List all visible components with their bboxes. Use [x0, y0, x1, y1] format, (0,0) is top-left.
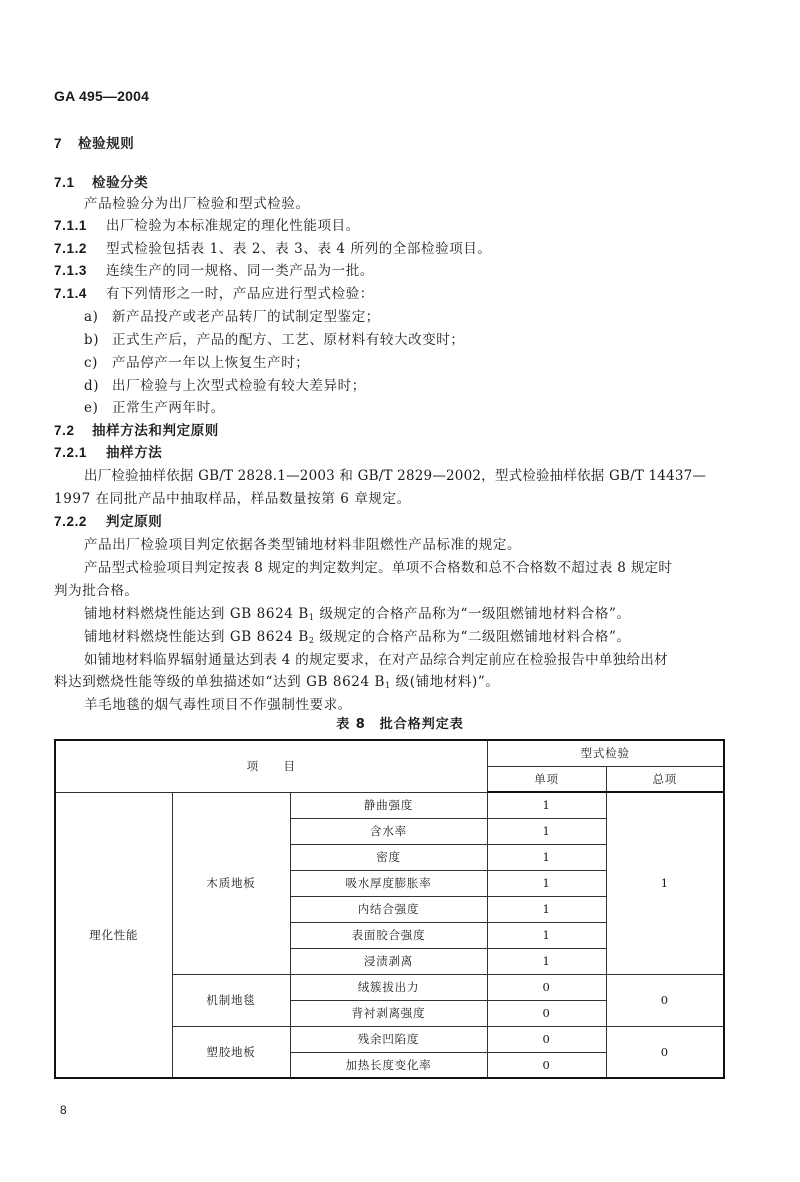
text: 级规定的合格产品称为“二级阻燃铺地材料合格”。	[314, 629, 631, 645]
header-item: 项 目	[55, 740, 487, 792]
section-number: 7	[54, 136, 63, 151]
clause-number: 7.1.1	[54, 218, 88, 233]
total-cell: 0	[606, 974, 724, 1026]
clause-text: 有下列情形之一时，产品应进行型式检验：	[106, 286, 374, 302]
list-text: 正常生产两年时。	[112, 400, 225, 416]
header-type-test: 型式检验	[487, 740, 724, 766]
clause-text: 出厂检验为本标准规定的理化性能项目。	[106, 218, 360, 234]
list-text: 正式生产后，产品的配方、工艺、原材料有较大改变时；	[112, 332, 465, 348]
single-cell: 0	[487, 1052, 606, 1078]
item-cell: 表面胶合强度	[290, 922, 487, 948]
list-item-c	[84, 352, 309, 374]
list-item-a	[84, 306, 380, 328]
single-cell: 1	[487, 844, 606, 870]
text: 料达到燃烧性能等级的单独描述如“达到 GB 8624 B	[54, 674, 386, 690]
clause-number: 7.1.2	[54, 241, 88, 256]
table-row	[55, 792, 724, 818]
clause-7-2-1-heading	[54, 442, 162, 464]
total-cell: 0	[606, 1026, 724, 1078]
group-name: 木质地板	[172, 792, 290, 974]
text: 级(铺地材料)”。	[390, 674, 500, 690]
group-name: 机制地毯	[172, 974, 290, 1026]
clause-title: 判定原则	[106, 514, 163, 530]
clause-title: 抽样方法	[106, 445, 163, 461]
list-label: d)	[84, 378, 100, 394]
item-cell: 静曲强度	[290, 792, 487, 818]
clause-number: 7.1.3	[54, 263, 88, 278]
list-item-b	[84, 329, 465, 351]
table-caption: 表 8 批合格判定表	[336, 717, 464, 732]
total-cell: 1	[606, 792, 724, 974]
item-cell: 含水率	[290, 818, 487, 844]
item-cell: 浸渍剥离	[290, 948, 487, 974]
sampling-text-line-2: 1997 在同批产品中抽取样品，样品数量按第 6 章规定。	[54, 491, 411, 507]
clause-7-1-1	[54, 215, 360, 237]
clause-number: 7.2.2	[54, 514, 88, 529]
list-text: 产品停产一年以上恢复生产时；	[112, 355, 310, 371]
item-cell: 绒簇拔出力	[290, 974, 487, 1000]
category-cell: 理化性能	[55, 792, 172, 1078]
item-cell: 内结合强度	[290, 896, 487, 922]
section-number: 7.2	[54, 423, 75, 438]
section-7-1-heading	[54, 172, 148, 194]
list-label: c)	[84, 355, 99, 371]
group-name: 塑胶地板	[172, 1026, 290, 1078]
section-title: 检验规则	[78, 136, 135, 152]
clause-7-1-3	[54, 260, 374, 282]
sampling-text-line-1: 出厂检验抽样依据 GB/T 2828.1—2003 和 GB/T 2829—2002，型式检验抽样依据 GB/T 14437—	[84, 468, 707, 484]
judgement-para-6: 羊毛地毯的烟气毒性项目不作强制性要求。	[84, 697, 352, 713]
judgement-para-2-line-1: 产品型式检验项目判定按表 8 规定的判定数判定。单项不合格数和总不合格数不超过表 8 规定时	[84, 560, 673, 576]
subscript: 2	[308, 636, 315, 645]
single-cell: 1	[487, 896, 606, 922]
judgement-para-1: 产品出厂检验项目判定依据各类型铺地材料非阻燃性产品标准的规定。	[84, 537, 522, 553]
clause-7-2-2-heading	[54, 511, 162, 533]
single-cell: 1	[487, 948, 606, 974]
header-total: 总项	[606, 766, 724, 792]
header-single: 单项	[487, 766, 606, 792]
text: 级规定的合格产品称为“一级阻燃铺地材料合格”。	[314, 606, 631, 622]
clause-7-1-4	[54, 283, 374, 305]
list-label: e)	[84, 400, 99, 416]
item-cell: 残余凹陷度	[290, 1026, 487, 1052]
item-cell: 密度	[290, 844, 487, 870]
text: 铺地材料燃烧性能达到 GB 8624 B	[84, 629, 309, 645]
clause-number: 7.2.1	[54, 445, 88, 460]
judgement-para-5-line-1: 如铺地材料临界辐射通量达到表 4 的规定要求，在对产品综合判定前应在检验报告中单独给出材	[84, 652, 668, 668]
list-label: b)	[84, 332, 100, 348]
list-text: 新产品投产或老产品转厂的试制定型鉴定；	[112, 309, 380, 325]
item-cell: 加热长度变化率	[290, 1052, 487, 1078]
judgement-para-2-line-2: 判为批合格。	[54, 583, 139, 599]
subscript: 1	[385, 681, 391, 690]
single-cell: 0	[487, 1026, 606, 1052]
section-7-heading	[54, 133, 134, 155]
single-cell: 1	[487, 818, 606, 844]
item-cell: 背衬剥离强度	[290, 1000, 487, 1026]
list-text: 出厂检验与上次型式检验有较大差异时；	[112, 378, 366, 394]
section-7-2-heading	[54, 420, 219, 442]
single-cell: 0	[487, 974, 606, 1000]
clause-number: 7.1.4	[54, 286, 88, 301]
list-item-d	[84, 375, 366, 397]
page-number: 8	[60, 1103, 67, 1117]
text: 铺地材料燃烧性能达到 GB 8624 B	[84, 606, 309, 622]
section-7-1-body: 产品检验分为出厂检验和型式检验。	[84, 196, 310, 212]
single-cell: 1	[487, 870, 606, 896]
item-cell: 吸水厚度膨胀率	[290, 870, 487, 896]
section-title: 检验分类	[92, 175, 149, 191]
subscript: 1	[308, 613, 315, 622]
single-cell: 0	[487, 1000, 606, 1026]
clause-7-1-2	[54, 238, 492, 260]
standard-code: GA 495—2004	[54, 88, 150, 104]
list-label: a)	[84, 309, 99, 325]
section-title: 抽样方法和判定原则	[92, 423, 219, 439]
single-cell: 1	[487, 922, 606, 948]
clause-text: 连续生产的同一规格、同一类产品为一批。	[106, 263, 374, 279]
list-item-e	[84, 397, 225, 419]
section-number: 7.1	[54, 175, 75, 190]
clause-text: 型式检验包括表 1、表 2、表 3、表 4 所列的全部检验项目。	[106, 241, 492, 257]
single-cell: 1	[487, 792, 606, 818]
batch-acceptance-table	[54, 739, 725, 1079]
